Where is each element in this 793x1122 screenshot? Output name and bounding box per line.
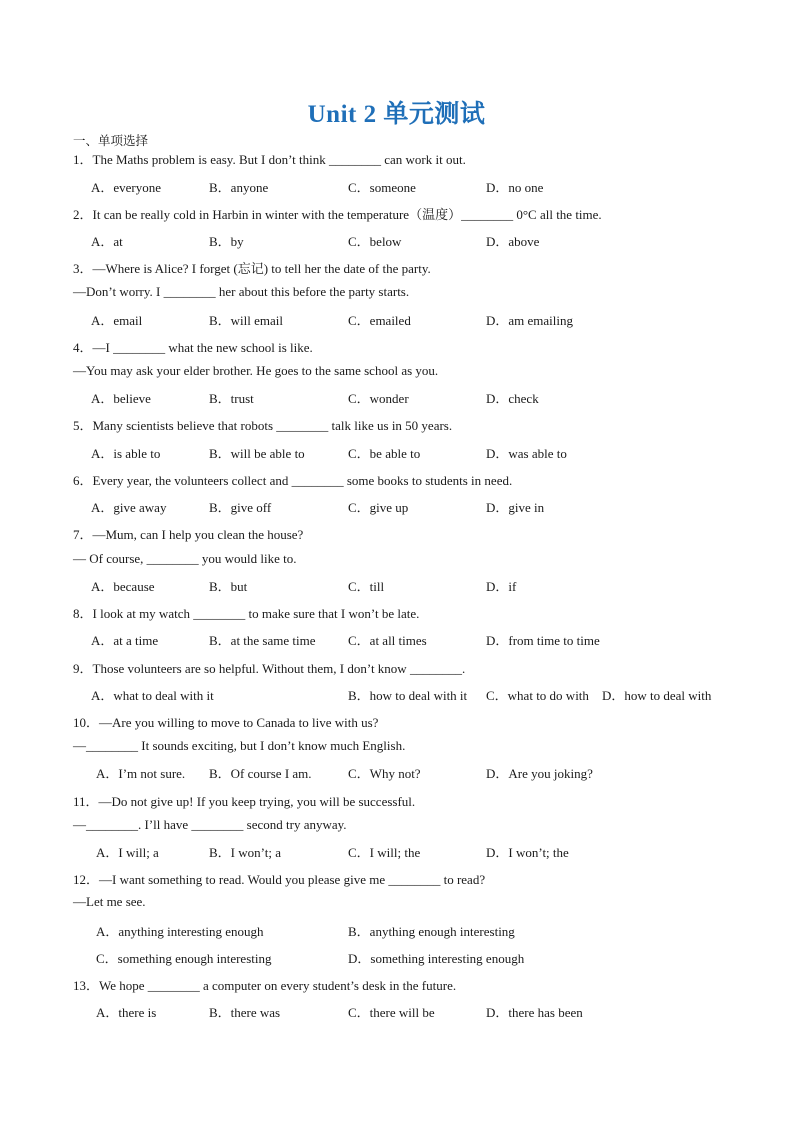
question-3-options <box>91 310 771 326</box>
question-10-options <box>91 763 771 779</box>
question-4-options <box>91 388 771 404</box>
option-d: D．how to deal with <box>602 688 712 703</box>
option-b: B．at the same time <box>209 633 316 648</box>
option-a: A．because <box>91 579 155 594</box>
question-8-stem: 8．I look at my watch ________ to make sure that I won’t be late. <box>73 606 420 621</box>
option-c: C．what to do with <box>486 688 589 703</box>
option-c: C．give up <box>348 500 409 515</box>
option-c: C．wonder <box>348 391 409 406</box>
option-b: B．trust <box>209 391 254 406</box>
option-d: D．am emailing <box>486 313 574 328</box>
question-5-options <box>91 443 771 459</box>
option-c: C．be able to <box>348 446 421 461</box>
question-9-options <box>91 685 771 701</box>
option-c: C．Why not? <box>348 766 421 781</box>
option-a: A．give away <box>91 500 167 515</box>
option-a: A．I will; a <box>96 845 159 860</box>
question-4-reply: —You may ask your elder brother. He goes to the same school as you. <box>73 363 439 378</box>
question-6-options <box>91 497 771 513</box>
option-b: B．by <box>209 234 244 249</box>
question-12-reply: —Let me see. <box>73 894 146 909</box>
question-4-stem: 4．—I ________ what the new school is like. <box>73 340 313 355</box>
option-c: C．emailed <box>348 313 411 328</box>
question-2-stem: 2．It can be really cold in Harbin in winter with the temperature（温度）________ 0°C all the time. <box>73 207 602 222</box>
option-d: D．give in <box>486 500 545 515</box>
question-11-options <box>91 842 771 858</box>
option-c: C．something enough interesting <box>96 951 272 966</box>
option-a: A．anything interesting enough <box>96 924 264 939</box>
page-title: Unit 2 单元测试 <box>307 101 486 128</box>
option-b: B．will be able to <box>209 446 305 461</box>
question-1-options <box>91 177 771 193</box>
option-a: A．believe <box>91 391 151 406</box>
question-13-options <box>91 1002 771 1018</box>
question-11-stem: 11．—Do not give up! If you keep trying, you will be successful. <box>73 794 416 809</box>
option-d: D．Are you joking? <box>486 766 593 781</box>
option-c: C．I will; the <box>348 845 421 860</box>
question-8-options <box>91 630 771 646</box>
option-d: D．was able to <box>486 446 567 461</box>
question-2-options <box>91 231 771 247</box>
question-3-stem: 3．—Where is Alice? I forget (忘记) to tell her the date of the party. <box>73 261 431 276</box>
section-heading: 一、单项选择 <box>73 133 149 148</box>
question-12-options-row-2 <box>91 948 771 964</box>
question-10-reply: —________ It sounds exciting, but I don’t know much English. <box>73 738 406 753</box>
option-b: B．give off <box>209 500 272 515</box>
option-a: A．email <box>91 313 143 328</box>
question-13-stem: 13．We hope ________ a computer on every student’s desk in the future. <box>73 978 457 993</box>
question-9-stem: 9．Those volunteers are so helpful. Without them, I don’t know ________. <box>73 661 466 676</box>
option-b: B．there was <box>209 1005 281 1020</box>
option-c: C．till <box>348 579 385 594</box>
question-10-stem: 10．—Are you willing to move to Canada to live with us? <box>73 715 379 730</box>
option-a: A．at a time <box>91 633 159 648</box>
option-d: D．check <box>486 391 539 406</box>
option-b: B．but <box>209 579 248 594</box>
option-a: A．I’m not sure. <box>96 766 186 781</box>
option-d: D．from time to time <box>486 633 600 648</box>
option-b: B．anything enough interesting <box>348 924 515 939</box>
option-a: A．what to deal with it <box>91 688 214 703</box>
option-a: A．at <box>91 234 123 249</box>
question-7-stem: 7．—Mum, can I help you clean the house? <box>73 527 304 542</box>
option-d: D．something interesting enough <box>348 951 525 966</box>
question-12-stem: 12．—I want something to read. Would you please give me ________ to read? <box>73 872 486 887</box>
question-5-stem: 5．Many scientists believe that robots ________ talk like us in 50 years. <box>73 418 453 433</box>
option-b: B．Of course I am. <box>209 766 312 781</box>
option-d: D．if <box>486 579 517 594</box>
option-c: C．someone <box>348 180 416 195</box>
question-7-reply: — Of course, ________ you would like to. <box>73 551 297 566</box>
option-d: D．above <box>486 234 540 249</box>
option-c: C．there will be <box>348 1005 435 1020</box>
question-6-stem: 6．Every year, the volunteers collect and ________ some books to students in need. <box>73 473 513 488</box>
option-b: B．will email <box>209 313 284 328</box>
option-a: A．is able to <box>91 446 161 461</box>
option-d: D．I won’t; the <box>486 845 569 860</box>
question-3-reply: —Don’t worry. I ________ her about this before the party starts. <box>73 284 410 299</box>
option-b: B．how to deal with it <box>348 688 468 703</box>
question-1-stem: 1．The Maths problem is easy. But I don’t think ________ can work it out. <box>73 152 466 167</box>
option-d: D．no one <box>486 180 544 195</box>
question-12-options-row-1 <box>91 921 771 937</box>
option-c: C．below <box>348 234 402 249</box>
option-d: D．there has been <box>486 1005 583 1020</box>
option-c: C．at all times <box>348 633 427 648</box>
option-b: B．anyone <box>209 180 269 195</box>
question-11-reply: —________. I’ll have ________ second try anyway. <box>73 817 347 832</box>
question-7-options <box>91 576 771 592</box>
option-b: B．I won’t; a <box>209 845 281 860</box>
option-a: A．there is <box>96 1005 157 1020</box>
option-a: A．everyone <box>91 180 162 195</box>
